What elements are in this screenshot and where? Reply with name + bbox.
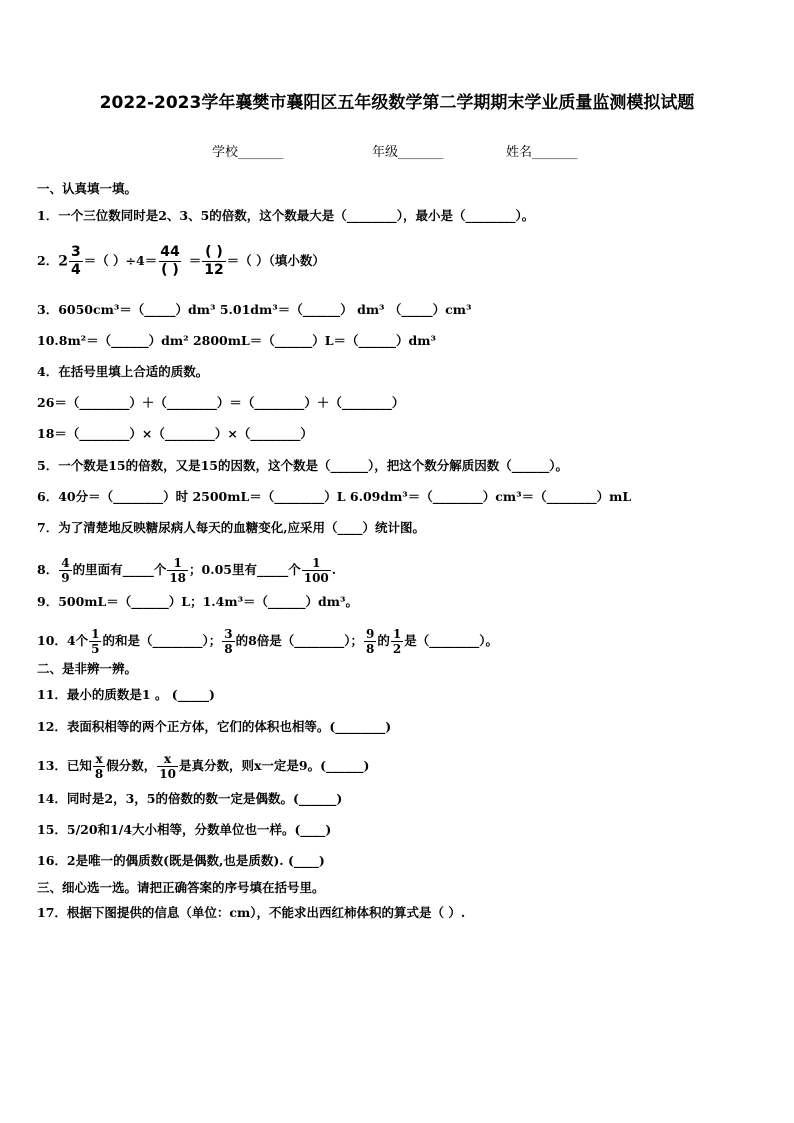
question-15: 15．5/20和1/4大小相等，分数单位也一样。(____) [37, 822, 332, 837]
section-2-heading: 二、是非辨一辨。 [37, 661, 138, 676]
question-3-part-b: 10.8m²＝（______）dm² 2800mL＝（______）L＝（______）dm³ [37, 333, 436, 348]
name-field: 姓名_______ [506, 145, 578, 160]
question-4: 4．在括号里填上合适的质数。 [37, 364, 209, 379]
grade-field: 年级_______ [372, 145, 444, 160]
question-1: 1．一个三位数同时是2、3、5的倍数，这个数最大是（________），最小是（________）。 [37, 208, 535, 223]
question-3-part-a: 3．6050cm³＝（_____）dm³ 5.01dm³＝（______） dm³ （_____）cm³ [37, 302, 472, 317]
section-1-heading: 一、认真填一填。 [37, 181, 138, 196]
page-title: 2022-2023学年襄樊市襄阳区五年级数学第二学期期末学业质量监测模拟试题 [99, 93, 695, 113]
question-6: 6．40分＝（________）时 2500mL＝（________）L 6.09dm³＝（________）cm³＝（________）mL [37, 489, 632, 504]
question-7: 7．为了清楚地反映糖尿病人每天的血糖变化,应采用（____）统计图。 [37, 520, 426, 535]
school-field: 学校_______ [212, 145, 284, 160]
question-4-line-b: 18＝（________）×（________）×（________） [37, 426, 313, 441]
question-8: 8． $\frac{4}{9}$ 的里面有_____个 $\frac{1}{18}$ ；0.05里有_____个 $\frac{1}{100}$ . [37, 556, 337, 585]
question-17: 17．根据下图提供的信息（单位：cm），不能求出西红柿体积的算式是（ ）. [37, 905, 466, 920]
question-4-line-a: 26＝（________）＋（________）＝（________）＋（________） [37, 395, 405, 410]
question-10: 10．4个 $\frac{1}{5}$ 的和是（________）； $\frac{3}{8}$ 的8倍是（________）； $\frac{9}{8}$ 的 $\frac{1}{2}$ 是（________）。 [37, 627, 499, 656]
question-12: 12．表面积相等的两个正方体，它们的体积也相等。(________) [37, 719, 392, 734]
question-11: 11．最小的质数是1 。 (_____) [37, 687, 215, 702]
question-13: 13．已知 $\frac{x}{8}$ 假分数， $\frac{x}{10}$ 是真分数，则x一定是9。(______) [37, 752, 370, 781]
question-14: 14．同时是2，3，5的倍数的数一定是偶数。(______) [37, 791, 343, 806]
section-3-heading: 三、细心选一选。请把正确答案的序号填在括号里。 [37, 880, 325, 895]
question-9: 9．500mL＝（______）L；1.4m³＝（______）dm³。 [37, 594, 358, 609]
question-2: 2．2 $\frac{3}{4}$ ＝（ ）÷4＝ $\frac{44}{( )}$ ＝ $\frac{( )}{12}$ ＝（ ）（填小数） [37, 244, 325, 278]
question-5: 5．一个数是15的倍数，又是15的因数，这个数是（______），把这个数分解质因数（______）。 [37, 458, 568, 473]
question-16: 16．2是唯一的偶质数(既是偶数,也是质数). (____) [37, 853, 325, 868]
